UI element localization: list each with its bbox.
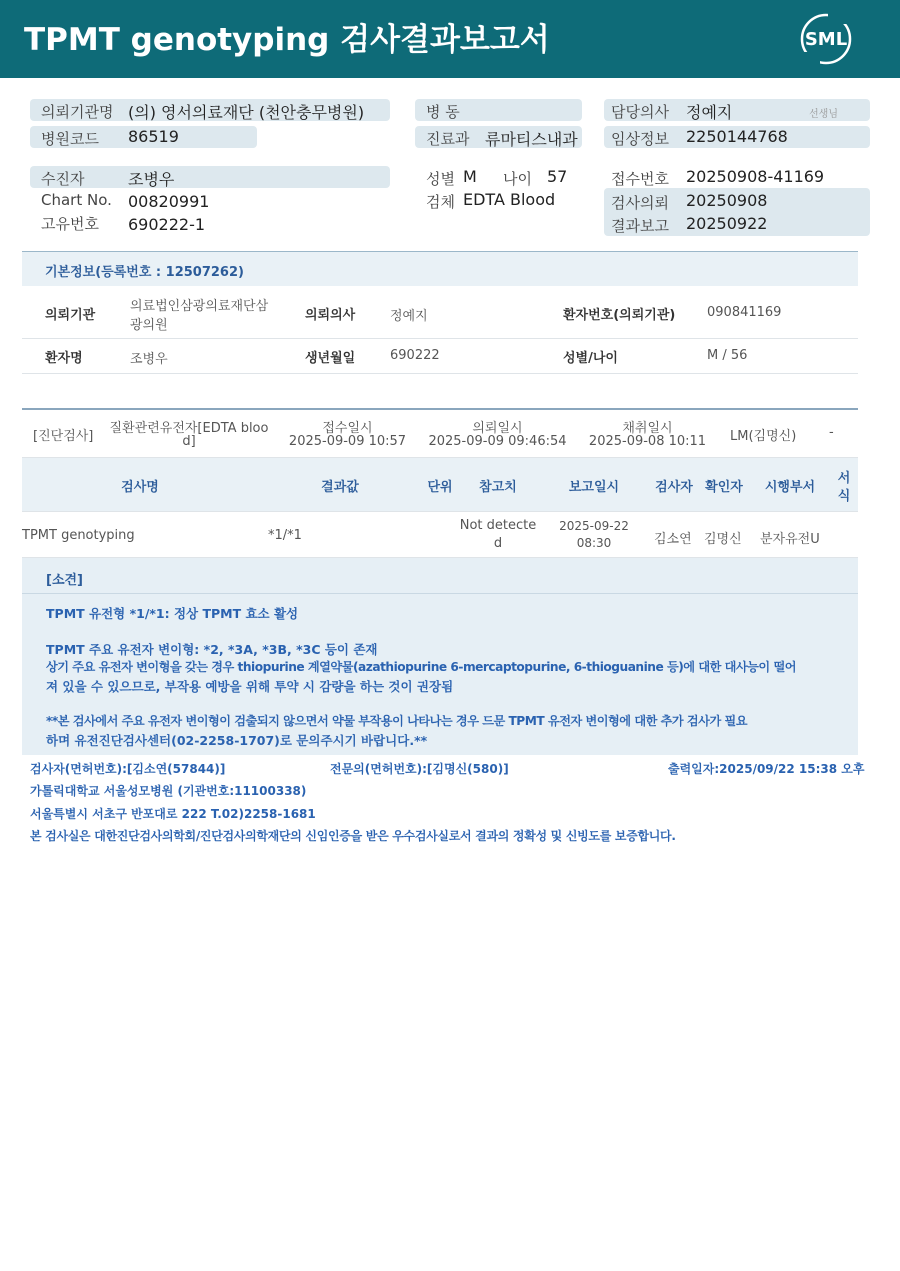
diag-test-1: 질환관련유전자[EDTA bloo — [109, 421, 269, 436]
chart-value: 00820991 — [128, 192, 210, 211]
basic-bottom-divider — [22, 373, 858, 374]
name-value: 조병우 — [130, 352, 168, 367]
report-title: TPMT genotyping 검사결과보고서 — [24, 22, 550, 58]
diag-category: [진단검사] — [33, 429, 94, 444]
doc-label: 의뢰의사 — [305, 308, 356, 323]
opinion-line-4: 져 있을 수 있으므로, 부작용 예방을 위해 투약 시 감량을 하는 것이 권장됨 — [46, 679, 454, 694]
sml-logo — [798, 12, 854, 66]
ptno-label: 환자번호(의뢰기관) — [563, 308, 676, 323]
ward-label: 병 동 — [426, 103, 460, 121]
basic-title: 기본정보(등록번호 : 12507262) — [45, 265, 244, 280]
th-format-2: 식 — [837, 489, 851, 504]
coll-value: 2025-09-08 10:11 — [588, 434, 707, 449]
opinion-title: [소견] — [46, 573, 83, 588]
report-value: 20250922 — [686, 214, 768, 233]
specimen-label: 검체 — [426, 193, 455, 211]
th-ref: 참고치 — [479, 480, 517, 495]
recv-label: 접수일시 — [322, 421, 373, 436]
diag-test-2: d] — [182, 434, 196, 449]
patient-value: 조병우 — [128, 170, 175, 189]
th-report-date: 보고일시 — [568, 480, 620, 495]
clinical-label: 임상정보 — [611, 130, 669, 148]
dash-value: - — [829, 425, 834, 440]
hospcode-value: 86519 — [128, 127, 179, 146]
results-header-top — [22, 457, 858, 458]
req-value: 2025-09-09 09:46:54 — [428, 434, 567, 449]
recv-value: 2025-09-09 10:57 — [288, 434, 407, 449]
dept-label: 진료과 — [426, 130, 470, 148]
footer-tester: 검사자(면허번호):[김소연(57844)] — [30, 762, 226, 776]
sexage-label: 성별/나이 — [563, 351, 618, 366]
hospcode-label: 병원코드 — [41, 130, 99, 148]
org-value: (의) 영서의료재단 (천안충무병원) — [128, 103, 365, 122]
id-value: 690222-1 — [128, 215, 206, 234]
report-header — [0, 0, 900, 78]
th-dept: 시행부서 — [764, 480, 816, 495]
th-unit: 단위 — [427, 480, 453, 495]
patient-label: 수진자 — [41, 170, 85, 188]
lm-value: LM(김명신) — [730, 429, 797, 444]
receipt-value: 20250908-41169 — [686, 167, 825, 186]
opinion-line-5: **본 검사에서 주요 유전자 변이형이 검출되지 않으면서 약물 부작용이 나타나는 경우 드문 TPMT 유전자 변이형에 대한 추가 검사가 필요 — [46, 714, 748, 728]
sex-value: M — [463, 167, 477, 186]
dob-label: 생년월일 — [305, 351, 356, 366]
row-dept: 분자유전U — [760, 532, 820, 547]
sexage-value: M / 56 — [707, 348, 748, 363]
sex-label: 성별 — [426, 170, 455, 188]
footer-printed: 출력일자:2025/09/22 15:38 오후 — [668, 762, 865, 776]
th-test-name: 검사명 — [121, 480, 159, 495]
req-label: 의뢰일시 — [472, 421, 523, 436]
doctor-value: 정예지 — [686, 103, 733, 122]
testreq-value: 20250908 — [686, 191, 768, 210]
row-ref-1: Not detecte — [459, 518, 537, 533]
footer-hospital: 가톨릭대학교 서울성모병원 (기관번호:11100338) — [30, 784, 307, 798]
basic-row-divider — [22, 338, 858, 339]
logo-text: SML — [804, 29, 848, 50]
report-label: 결과보고 — [611, 217, 669, 235]
doctor-suffix: 선생님 — [809, 109, 838, 120]
dept-value: 류마티스내과 — [485, 130, 578, 149]
opinion-line-6: 하며 유전진단검사센터(02-2258-1707)로 문의주시기 바랍니다.** — [46, 733, 428, 748]
opinion-line-2: TPMT 주요 유전자 변이형: *2, *3A, *3B, *3C 등이 존재 — [46, 642, 378, 657]
th-confirmer: 확인자 — [705, 480, 743, 495]
diag-top-line — [22, 408, 858, 410]
footer-cert: 본 검사실은 대한진단검사의학회/진단검사의학재단의 신임인증을 받은 우수검사실로서 결과의 정확성 및 신빙도를 보증합니다. — [30, 829, 676, 843]
chart-label: Chart No. — [41, 191, 112, 209]
opinion-divider — [22, 593, 858, 594]
age-label: 나이 — [503, 170, 532, 188]
inst-value-2: 광의원 — [130, 318, 168, 333]
specimen-value: EDTA Blood — [463, 190, 556, 209]
footer-address: 서울특별시 서초구 반포대로 222 T.02)2258-1681 — [30, 807, 316, 821]
age-value: 57 — [547, 167, 568, 186]
receipt-label: 접수번호 — [611, 170, 669, 188]
row-date-2: 08:30 — [576, 536, 612, 550]
doc-value: 정예지 — [390, 309, 428, 324]
dob-value: 690222 — [390, 348, 440, 363]
id-label: 고유번호 — [41, 215, 99, 233]
ptno-value: 090841169 — [707, 305, 782, 320]
th-result: 결과값 — [321, 480, 359, 495]
th-format-1: 서 — [837, 471, 851, 486]
row-date-1: 2025-09-22 — [559, 519, 629, 533]
footer-specialist: 전문의(면허번호):[김명신(580)] — [330, 762, 509, 776]
name-label: 환자명 — [45, 351, 83, 366]
inst-value-1: 의료법인삼광의료재단삼 — [130, 299, 269, 314]
clinical-value: 2250144768 — [686, 127, 788, 146]
row-confirmer: 김명신 — [704, 532, 742, 547]
doctor-label: 담당의사 — [611, 103, 669, 121]
row-ref-2: d — [493, 536, 503, 551]
results-header-bottom — [22, 511, 858, 512]
row-result: *1/*1 — [268, 528, 302, 543]
testreq-label: 검사의뢰 — [611, 194, 669, 212]
inst-label: 의뢰기관 — [45, 308, 96, 323]
opinion-line-3: 상기 주요 유전자 변이형을 갖는 경우 thiopurine 계열약물(azathiopurine 6-mercaptopurine, 6-thioguanine 등)에 대한 대사능이 떨어 — [46, 660, 796, 674]
coll-label: 채취일시 — [622, 421, 673, 436]
org-label: 의뢰기관명 — [41, 103, 114, 121]
th-tester: 검사자 — [655, 480, 693, 495]
opinion-line-1: TPMT 유전형 *1/*1: 정상 TPMT 효소 활성 — [46, 606, 299, 621]
row-tester: 김소연 — [654, 532, 692, 547]
row-test-name: TPMT genotyping — [22, 528, 135, 543]
